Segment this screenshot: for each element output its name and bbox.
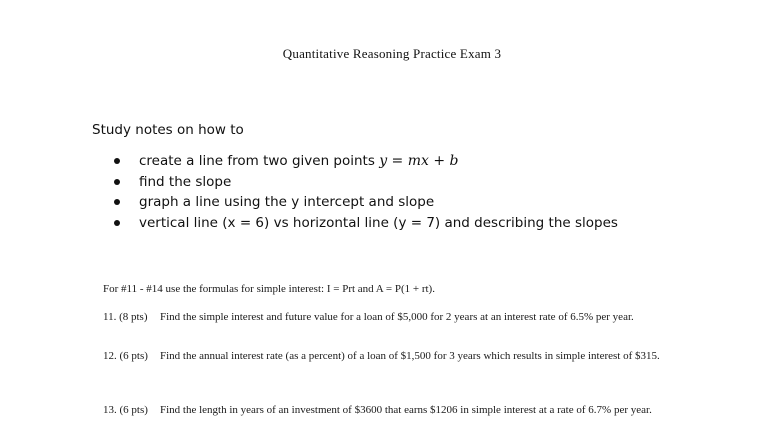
list-item-text: find the slope: [139, 173, 232, 190]
question-text: Find the simple interest and future value for a loan of $5,000 for 2 years at an interest rate of 6.5% per year.: [160, 311, 634, 323]
list-item-text: create a line from two given points: [139, 153, 380, 169]
list-item: [112, 151, 618, 172]
question-13: [103, 404, 683, 417]
question-text: Find the annual interest rate (as a percent) of a loan of $1,500 for 3 years which results in simple interest of $315.: [160, 350, 660, 362]
study-notes-list: [112, 151, 618, 233]
question-number: 11. (8 pts): [103, 311, 148, 323]
list-item: [112, 213, 618, 234]
list-item-text: graph a line using the y intercept and slope: [139, 194, 435, 210]
list-item: [112, 172, 618, 193]
question-number: 12. (6 pts): [103, 350, 148, 362]
question-11: [103, 311, 683, 324]
question-number: 13. (6 pts): [103, 404, 148, 416]
bullet-icon: [114, 199, 120, 205]
study-notes-heading: Study notes on how to: [92, 122, 244, 138]
bullet-icon: [114, 158, 120, 164]
instructions-text: For #11 - #14 use the formulas for simple interest: I = Prt and A = P(1 + rt).: [103, 283, 435, 295]
page-title: Quantitative Reasoning Practice Exam 3: [282, 46, 502, 61]
question-text: Find the length in years of an investment of $3600 that earns $1206 in simple interest at a rate of 6.7% per year.: [160, 404, 652, 416]
question-12: [103, 350, 683, 363]
bullet-icon: [114, 179, 120, 185]
list-item-formula: y = mx + b: [379, 153, 459, 169]
bullet-icon: [114, 220, 120, 226]
list-item: [112, 192, 618, 213]
list-item-text: vertical line (x = 6) vs horizontal line (y = 7) and describing the slopes: [139, 214, 618, 231]
